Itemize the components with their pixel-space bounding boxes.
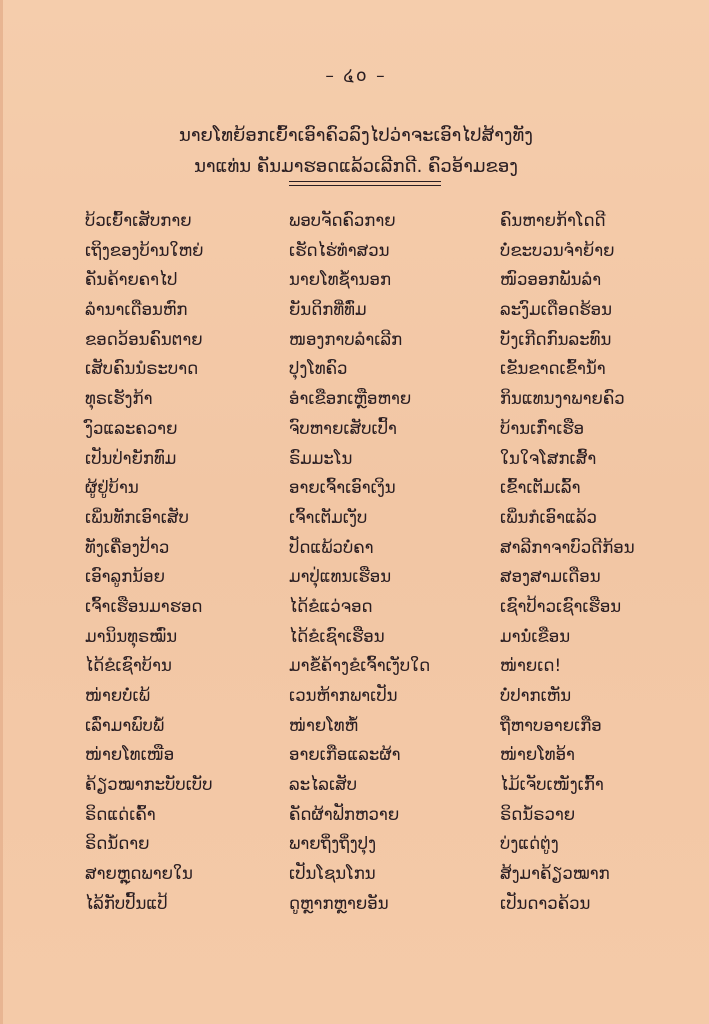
verse-line: ໄດ້ຂໍແວ່ຈອດ — [289, 596, 373, 616]
verse-line: ຣິດແດ່ເຄົ້າ — [85, 804, 156, 824]
verse-line: ເຊົາປ້າວເຊົາເຮືອນ — [500, 596, 622, 616]
heading-underline-top — [289, 181, 441, 182]
verse-line: ໜອງກາບລຳເລີກ — [289, 329, 403, 349]
verse-line: ເຮັດໄຮ່ທຳສວນ — [289, 240, 390, 260]
verse-line: ອຳເຂືອກເຫຼືອຫາຍ — [289, 389, 412, 409]
verse-line: ໜ່າຍໂທອ້າ — [500, 745, 575, 765]
verse-line: ຖືຫາບອາຍເກືອ — [500, 715, 602, 735]
verse-column-3 — [500, 206, 635, 919]
verse-line: ສາຍຫຼຸດພາຍໃນ — [85, 864, 193, 884]
verse-line: ທັງເຄື່ອງປ້າວ — [85, 537, 170, 557]
verse-line: ກິນແທນງາພາຍຄົວ — [500, 389, 625, 409]
verse-line: ເປັນໂຊນໂກນ — [289, 864, 376, 884]
heading-line-1: ນາຍໂທຍ້ອກເຍົ້າເອົາຄົວລົງໄປວ່າຈະເອົາໄປສ້າງທັງ — [179, 125, 533, 146]
verse-line: ຣິດນໍ້ຣວາຍ — [500, 804, 576, 824]
verse-line: ລະໄລເສັບ — [289, 775, 358, 795]
verse-line: ເຂົ້າເຕັມເລົ້າ — [500, 478, 581, 498]
verse-line: ເຖິງຂອງບ້ານໃຫຍ່ — [85, 240, 204, 260]
page-heading — [3, 120, 709, 182]
verse-line: ມາຂໍ້ຄ້າງຂໍເຈົ້າເງັບໃດ — [289, 656, 431, 676]
verse-line: ບໍ່ຂະບວນຈຳຍ້າຍ — [500, 240, 615, 260]
verse-line: ໄດ້ຂໍເຊົາເຮືອນ — [289, 626, 385, 646]
verse-line: ເພິ່ນທັກເອົາເສັບ — [85, 507, 189, 527]
verse-line: ຄົນຫາຍກ້າໂດດີ — [500, 211, 606, 230]
verse-column-2 — [289, 206, 430, 919]
verse-line: ຄ້ຽວໝາກະບັບເບັບ — [85, 775, 213, 795]
verse-line: ຣົມມະໂນ — [289, 448, 353, 468]
verse-line: ເປັນດາວຄ້ວນ — [500, 893, 591, 913]
verse-line: ໜ່າຍໂທເໜືອ — [85, 745, 175, 765]
verse-line: ຈົບຫາຍເສັບເປົ້າ — [289, 418, 397, 438]
heading-underline-bottom — [289, 185, 441, 186]
verse-line: ເປັນປ່າຍັກທົມ — [85, 448, 177, 468]
verse-line: ເຂັນຂາດເຂົ້ານ້ຳ — [500, 359, 606, 379]
verse-line: ໄລ້ກັບປົ້ນແປ້ — [85, 893, 168, 913]
verse-line: ດູຫຼາກຫຼາຍອັນ — [289, 893, 389, 913]
verse-line: ບ້ວເຍົ້າເສັບກາຍ — [85, 211, 192, 230]
verse-line: ຄັດຜ້າຟັກຫວາຍ — [289, 804, 400, 824]
verse-line: ບ້ານເກົ່າເຮືອ — [500, 418, 585, 438]
verse-line: ລະງົມເດືອດຮ້ອນ — [500, 300, 612, 320]
verse-line: ທຸຣເຮັງກ້າ — [85, 389, 153, 409]
verse-line: ໄມ້ເຈັບເໜັງເກົ້າ — [500, 775, 604, 795]
verse-line: ບ່ງແດ່ຕູ່ງ — [500, 834, 559, 854]
verse-line: ໜົວອອກພັນລຳ — [500, 270, 602, 290]
verse-line: ນາຍໂທຊໍ້ານອກ — [289, 270, 392, 290]
verse-line: ເຈົ້າເຮືອນມາຮອດ — [85, 596, 203, 616]
verse-line: ງົວແລະຄວາຍ — [85, 418, 178, 438]
verse-line: ປັດແພ້ວບໍ່ຄາ — [289, 537, 374, 557]
verse-line: ບັງເກີດກົນລະທົນ — [500, 329, 612, 349]
verse-line: ສ້ງມາຄ້ຽວໝາກ — [500, 864, 610, 884]
verse-line: ມານໍ່ເຂືອນ — [500, 626, 571, 646]
verse-line: ມາປຸ່ແທນເຮືອນ — [289, 567, 392, 587]
verse-line: ເວນຫ້າກພາເປັນ — [289, 686, 398, 705]
verse-line: ເສັບຄົນນໍຣະບາດ — [85, 359, 199, 379]
verse-line: ຄັນຄ້າຍຄາໄປ — [85, 270, 178, 290]
verse-line: ໃນໃຈໂສກເສົ້າ — [500, 448, 597, 468]
verse-line: ບໍ່ປາກເຫັນ — [500, 686, 572, 705]
verse-line: ອາຍເກືອແລະຜ້າ — [289, 745, 401, 765]
verse-column-1 — [85, 206, 213, 919]
verse-line: ສອງສາມເດືອນ — [500, 567, 601, 587]
verse-line: ເອົາລູກນ້ອຍ — [85, 567, 165, 587]
page-number: – ໔໐ – — [325, 66, 387, 86]
verse-line: ເລົ່າມາພົບພໍ້ — [85, 715, 165, 735]
verse-line: ຣິດນໍ້ດາຍ — [85, 834, 150, 854]
verse-line: ຍັນດິກທີ່ທົ່ມ — [289, 300, 367, 320]
verse-line: ເພິ່ນກໍເອົາແລ້ວ — [500, 507, 597, 527]
verse-line: ອາຍເຈົ້າເອົາເງິນ — [289, 478, 396, 498]
verse-line: ໜ່າຍບໍ່ເພ້ — [85, 686, 151, 705]
verse-line: ໜ່າຍເດ! — [500, 656, 562, 676]
verse-line: ຜູ້ຢູ່ບ້ານ — [85, 478, 139, 498]
verse-line: ໄດ້ຂໍເຊົາບ້ານ — [85, 656, 172, 676]
verse-line: ໜ່າຍໂທຫໍ້ — [289, 715, 359, 735]
verse-line: ປຸງໂທຄົວ — [289, 359, 348, 379]
verse-line: ສາລີກາຈາບົວດີກ້ອນ — [500, 537, 635, 557]
verse-line: ພອບຈັດຄົວກາຍ — [289, 211, 396, 230]
verse-line: ເຈົ້າເຕັມເງັບ — [289, 507, 368, 527]
heading-line-2: ນາແທ່ນ ຄັນມາຮອດແລ້ວເລີກດີ. ຄົວອ້າມຂອງ — [194, 156, 518, 177]
verse-line: ລຳນາເດືອນຫົກ — [85, 300, 188, 320]
verse-line: ມານິນທຸຣໝົ່ນ — [85, 626, 178, 646]
verse-line: ພາຍຖິ່ງຖິ່ງປຸງ — [289, 834, 377, 854]
verse-line: ຂອດວ້ອນຄົນຕາຍ — [85, 329, 203, 349]
